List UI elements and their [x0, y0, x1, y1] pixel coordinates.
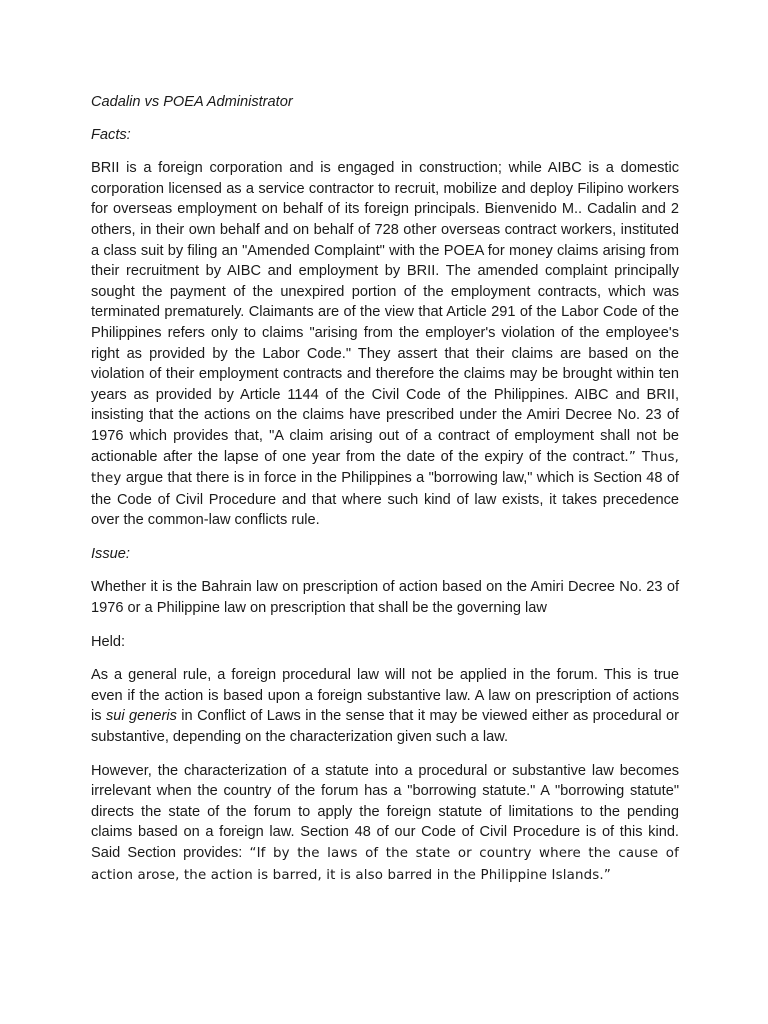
facts-quote-tail: .” Thus, they	[91, 449, 679, 487]
section-48-quote: “If by the laws of the state or country where the cause of action arose, the action is barred, it is also barred in the Philippine Islands.”	[91, 846, 680, 883]
issue-paragraph: Whether it is the Bahrain law on prescription of action based on the Amiri Decree No. 23 of 1976 or a Philippine law on prescription that shall be the governing law	[91, 579, 679, 617]
sui-generis-term: sui generis	[105, 708, 177, 725]
issue-heading: Issue:	[91, 545, 130, 562]
document-page	[91, 92, 679, 899]
held-paragraph-1	[91, 665, 679, 747]
facts-heading: Facts:	[91, 126, 131, 143]
held-text-1b: in Conflict of Laws in the sense that it may be viewed either as procedural or substantive, depending on the characterization given such a law.	[91, 708, 680, 746]
facts-paragraph	[91, 158, 679, 531]
facts-text: BRII is a foreign corporation and is engaged in construction; while AIBC is a domestic corporation licensed as a service contractor to recruit, mobilize and deploy Filipino workers for overseas employment on behalf of its foreign principals. Bienvenido M.. Cadalin and 2 others, in their own behalf and on behalf of 728 other overseas contract workers, instituted a class suit by filing an "Amended Complaint" with the POEA for money claims arising from their recruitment by AIBC and employment by BRII. The amended complaint principally sought the payment of the unexpired portion of the employment contracts, which was terminated prematurely. Claimants are of the view that Article 291 of the Labor Code of the Philippines refers only to claims "arising from the employer's violation of the employee's right as provided by the Labor Code." They assert that their claims are based on the violation of their employment contracts and therefore the claims may be brought within ten years as provided by Article 1144 of the Civil Code of the Philippines. AIBC and BRII, insisting that the actions on the claims have prescribed under the Amiri Decree No. 23 of 1976 which provides that, "A claim arising out of a contract of employment shall not be actionable after the lapse of one year from the date of the expiry of the contract	[91, 160, 679, 465]
held-text-2: However, the characterization of a statute into a procedural or substantive law becomes irrelevant when the country of the forum has a "borrowing statute." A "borrowing statute" directs the state of the forum to apply the foreign statute of limitations to the pending claims based on a foreign law. Section 48 of our Code of Civil Procedure is of this kind. Said Section provides:	[91, 762, 679, 861]
facts-text-rest: argue that there is in force in the Philippines a "borrowing law," which is Section 48 of the Code of Civil Procedure and that where such kind of law exists, it takes precedence over the common-law conflicts rule.	[91, 470, 679, 529]
held-paragraph-2	[91, 761, 679, 887]
document-title: Cadalin vs POEA Administrator	[91, 94, 293, 110]
held-heading: Held:	[91, 633, 126, 650]
held-text-1a: As a general rule, a foreign procedural law will not be applied in the forum. This is true even if the action is based upon a foreign substantive law. A law on prescription of actions is	[91, 667, 679, 725]
